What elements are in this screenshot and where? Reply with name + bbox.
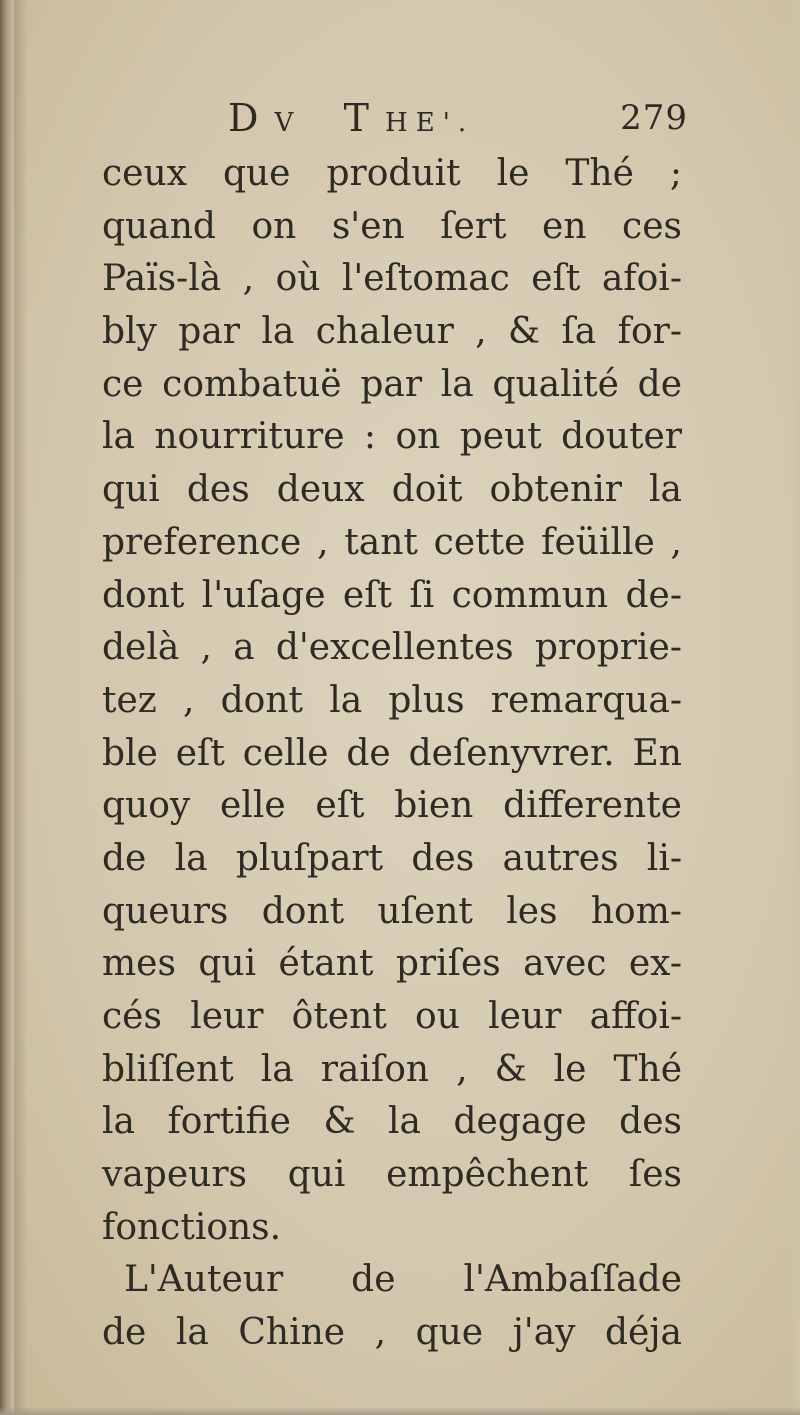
text-line: fonctions. [102, 1206, 282, 1248]
text-line: quand on s'en ſert en ces [102, 205, 682, 247]
page-bottom-edge [0, 1407, 800, 1415]
body-text [102, 148, 682, 1360]
running-head-rest-2: HE'. [385, 108, 475, 138]
text-line: tez , dont la plus remarqua- [102, 679, 682, 721]
page-gutter-shadow [14, 0, 28, 1415]
running-head-rest-1: V [274, 108, 302, 138]
text-line: L'Auteur de l'Ambaſſade [124, 1259, 682, 1301]
running-head-initial-2: T [343, 96, 371, 140]
text-line: dont l'uſage eſt ſi commun de- [102, 574, 682, 616]
text-line: bly par la chaleur , & ſa for- [102, 311, 682, 353]
text-line: bliſſent la raiſon , & le Thé [102, 1048, 682, 1090]
running-head [228, 96, 698, 146]
text-line: mes qui étant priſes avec ex- [102, 943, 682, 985]
text-line: ceux que produit le Thé ; [102, 153, 682, 194]
running-head-title [228, 96, 474, 140]
text-line: ce combatuë par la qualité de [102, 363, 682, 405]
text-line: de la pluſpart des autres li- [102, 837, 682, 879]
text-line: delà , a d'excellentes proprie- [102, 627, 682, 669]
page-binding-edge [0, 0, 14, 1415]
text-line: preference , tant cette feüille , [102, 521, 682, 563]
text-line: vapeurs qui empêchent ſes [102, 1154, 682, 1196]
text-line: ble eſt celle de deſenyvrer. En [102, 732, 682, 774]
running-head-initial-1: D [228, 96, 261, 140]
text-line: quoy elle eſt bien differente [102, 785, 682, 827]
text-line: la fortifie & la degage des [102, 1101, 682, 1143]
page-number: 279 [620, 98, 688, 138]
text-line: qui des deux doit obtenir la [102, 469, 682, 511]
text-line: Païs-là , où l'eſtomac eſt afoi- [102, 258, 682, 300]
text-line: queurs dont uſent les hom- [102, 890, 682, 932]
text-line: la nourriture : on peut douter [102, 416, 682, 458]
text-line: cés leur ôtent ou leur affoi- [102, 996, 682, 1037]
text-line: de la Chine , que j'ay déja [102, 1312, 682, 1354]
page-fore-edge [788, 0, 800, 1415]
